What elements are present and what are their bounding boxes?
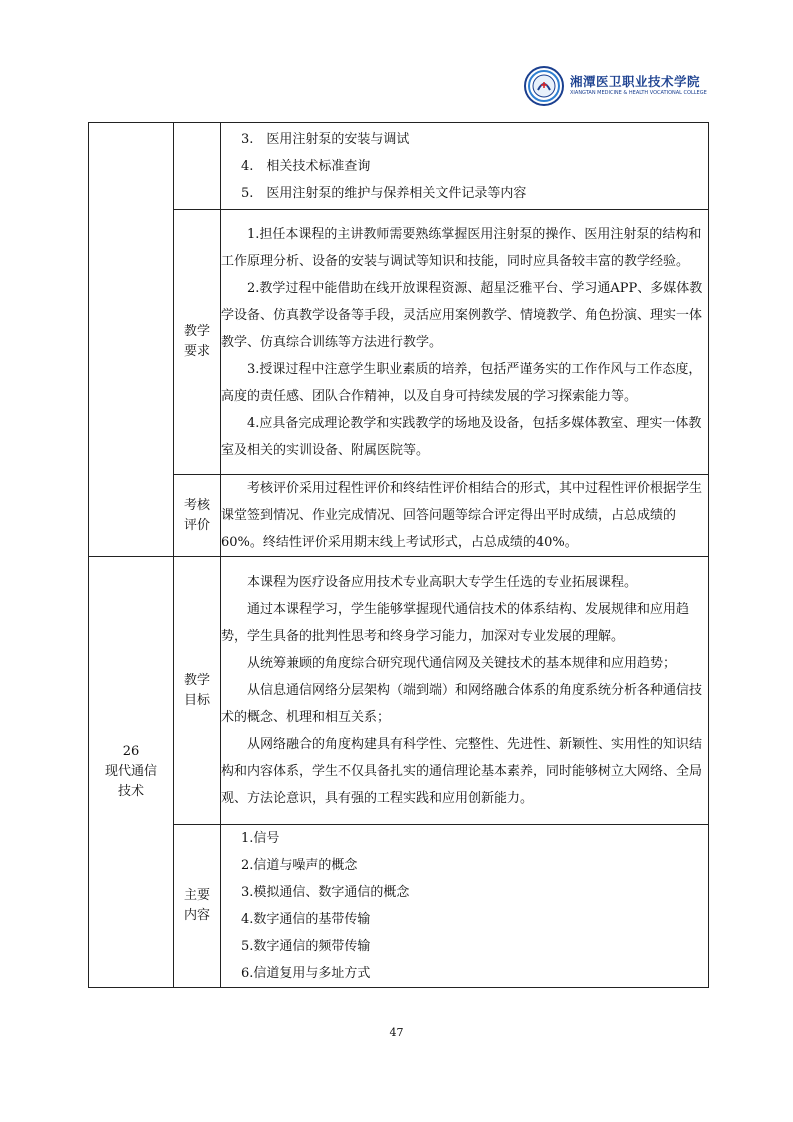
list-item: 5.数字通信的频带传输 (241, 939, 371, 954)
course-name-cell (89, 557, 174, 988)
course-number: 26 (122, 744, 140, 759)
content-label-line: 主要 (183, 888, 210, 903)
list-item: 6.信道复用与多址方式 (241, 966, 371, 981)
prev-content-cell (221, 123, 709, 210)
goals-label-line: 目标 (183, 692, 210, 708)
list-item: 4.数字通信的基带传输 (241, 912, 371, 927)
table-row (89, 123, 709, 210)
goals-label (174, 557, 221, 825)
list-item: 3. 医用注射泵的安装与调试 (241, 131, 410, 147)
goals-cell (221, 557, 709, 825)
assessment-label-line: 评价 (183, 517, 210, 533)
list-item: 4. 相关技术标准查询 (241, 158, 371, 174)
requirement-paragraph: 2.教学过程中能借助在线开放课程资源、超星泛雅平台、学习通APP、多媒体教学设备、仿真教学设备等手段，灵活应用案例教学、情境教学、角色扮演、理实一体教学、仿真综合训练等方法进行教学。 (221, 280, 703, 350)
list-item: 5. 医用注射泵的维护与保养相关文件记录等内容 (241, 185, 527, 201)
requirements-label (174, 210, 221, 475)
logo-english-name: XIANGTAN MEDICINE & HEALTH VOCATIONAL COLLEGE (570, 90, 707, 96)
content-cell (221, 825, 709, 988)
goal-paragraph: 本课程为医疗设备应用技术专业高职大专学生任选的专业拓展课程。 (247, 575, 638, 590)
prev-course-cell (89, 123, 174, 557)
course-table (88, 122, 709, 988)
requirements-cell (221, 210, 709, 475)
prev-content-label-cell (174, 123, 221, 210)
goals-label-line: 教学 (183, 672, 210, 688)
table-row (89, 210, 709, 475)
logo-chinese-name: 湘潭医卫职业技术学院 (570, 74, 701, 89)
goal-paragraph: 通过本课程学习，学生能够掌握现代通信技术的体系结构、发展规律和应用趋势，学生具备的批判性思考和终身学习能力，加深对专业发展的理解。 (221, 602, 690, 644)
content-label (174, 825, 221, 988)
goal-paragraph: 从统筹兼顾的角度综合研究现代通信网及关键技术的基本规律和应用趋势； (247, 656, 677, 671)
requirements-label-line: 教学 (183, 324, 210, 339)
course-name-line: 技术 (117, 784, 144, 799)
table-row (89, 475, 709, 557)
list-item: 2.信道与噪声的概念 (241, 858, 358, 873)
assessment-cell (221, 475, 709, 557)
table-row (89, 825, 709, 988)
goal-paragraph: 从信息通信网络分层架构（端到端）和网络融合体系的角度系统分析各种通信技术的概念、机理和相互关系； (221, 683, 703, 725)
requirements-label-line: 要求 (183, 344, 210, 359)
college-badge-icon (524, 66, 564, 106)
table-row (89, 557, 709, 825)
goal-paragraph: 从网络融合的角度构建具有科学性、完整性、先进性、新颖性、实用性的知识结构和内容体系，学生不仅具备扎实的通信理论基本素养，同时能够树立大网络、全局观、方法论意识，具有强的工程实践和应用创新能力。 (221, 737, 703, 806)
assessment-label-line: 考核 (183, 497, 210, 513)
list-item: 1.信号 (241, 831, 280, 846)
requirement-paragraph: 3.授课过程中注意学生职业素质的培养，包括严谨务实的工作作风与工作态度，高度的责任感、团队合作精神，以及自身可持续发展的学习探索能力等。 (221, 361, 702, 404)
requirement-paragraph: 4.应具备完成理论教学和实践教学的场地及设备，包括多媒体教室、理实一体教室及相关的实训设备、附属医院等。 (221, 415, 702, 458)
course-name-line: 现代通信 (104, 764, 157, 779)
list-item: 3.模拟通信、数字通信的概念 (241, 885, 410, 900)
college-logo (524, 66, 707, 110)
assessment-paragraph: 考核评价采用过程性评价和终结性评价相结合的形式，其中过程性评价根据学生课堂签到情况、作业完成情况、回答问题等综合评定得出平时成绩，占总成绩的60%。终结性评价采用期末线上考试形式，占总成绩的40%。 (221, 481, 703, 550)
assessment-label (174, 475, 221, 557)
content-label-line: 内容 (183, 908, 210, 923)
requirement-paragraph: 1.担任本课程的主讲教师需要熟练掌握医用注射泵的操作、医用注射泵的结构和工作原理分析、设备的安装与调试等知识和技能，同时应具备较丰富的教学经验。 (221, 226, 702, 269)
page-number: 47 (389, 1026, 404, 1039)
